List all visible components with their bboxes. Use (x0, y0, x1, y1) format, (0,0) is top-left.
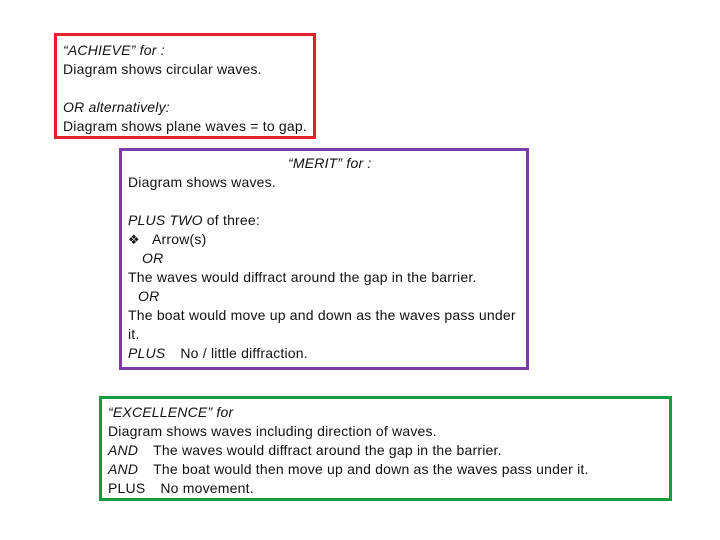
excellence-plus-label: PLUS (108, 480, 146, 496)
merit-bullet-item (128, 230, 526, 249)
excellence-and-line-2 (108, 460, 669, 479)
merit-line-boat: The boat would move up and down as the waves pass under (128, 307, 516, 323)
merit-line-boat-continued: it. (128, 326, 140, 342)
excellence-and-text-1: The waves would diffract around the gap in the barrier. (153, 442, 502, 458)
merit-plus-line (128, 344, 526, 363)
achieve-criteria-box (54, 33, 316, 139)
excellence-heading: “EXCELLENCE” for (108, 404, 234, 420)
excellence-plus-text: No movement. (160, 480, 254, 496)
merit-bullet-text: Arrow(s) (152, 231, 207, 247)
achieve-line-plane-waves: Diagram shows plane waves = to gap. (63, 118, 307, 134)
achieve-heading: “ACHIEVE” for : (63, 42, 165, 58)
merit-of-three-label: of three: (202, 212, 260, 228)
excellence-and-label-2: AND (108, 461, 139, 477)
excellence-and-text-2: The boat would then move up and down as the waves pass under it. (153, 461, 589, 477)
merit-plus-two-line (128, 211, 526, 230)
excellence-and-line-1 (108, 441, 669, 460)
merit-or-2: OR (138, 288, 160, 304)
diamond-bullet-icon: ❖ (128, 232, 140, 247)
excellence-line-direction: Diagram shows waves including direction of waves. (108, 423, 437, 439)
merit-line-waves: Diagram shows waves. (128, 174, 276, 190)
merit-plus-label: PLUS (128, 345, 166, 361)
spacer (128, 192, 526, 211)
merit-criteria-box (119, 148, 529, 370)
achieve-line-circular-waves: Diagram shows circular waves. (63, 61, 262, 77)
merit-or-1: OR (142, 250, 164, 266)
merit-plus-two-label: PLUS TWO (128, 212, 203, 228)
spacer (63, 79, 313, 98)
excellence-and-label-1: AND (108, 442, 139, 458)
merit-line-diffract: The waves would diffract around the gap in the barrier. (128, 269, 477, 285)
achieve-alternative-heading: OR alternatively: (63, 99, 170, 115)
excellence-criteria-box (99, 396, 672, 501)
merit-heading: “MERIT” for : (288, 155, 372, 171)
merit-plus-text: No / little diffraction. (180, 345, 308, 361)
excellence-plus-line (108, 479, 669, 498)
